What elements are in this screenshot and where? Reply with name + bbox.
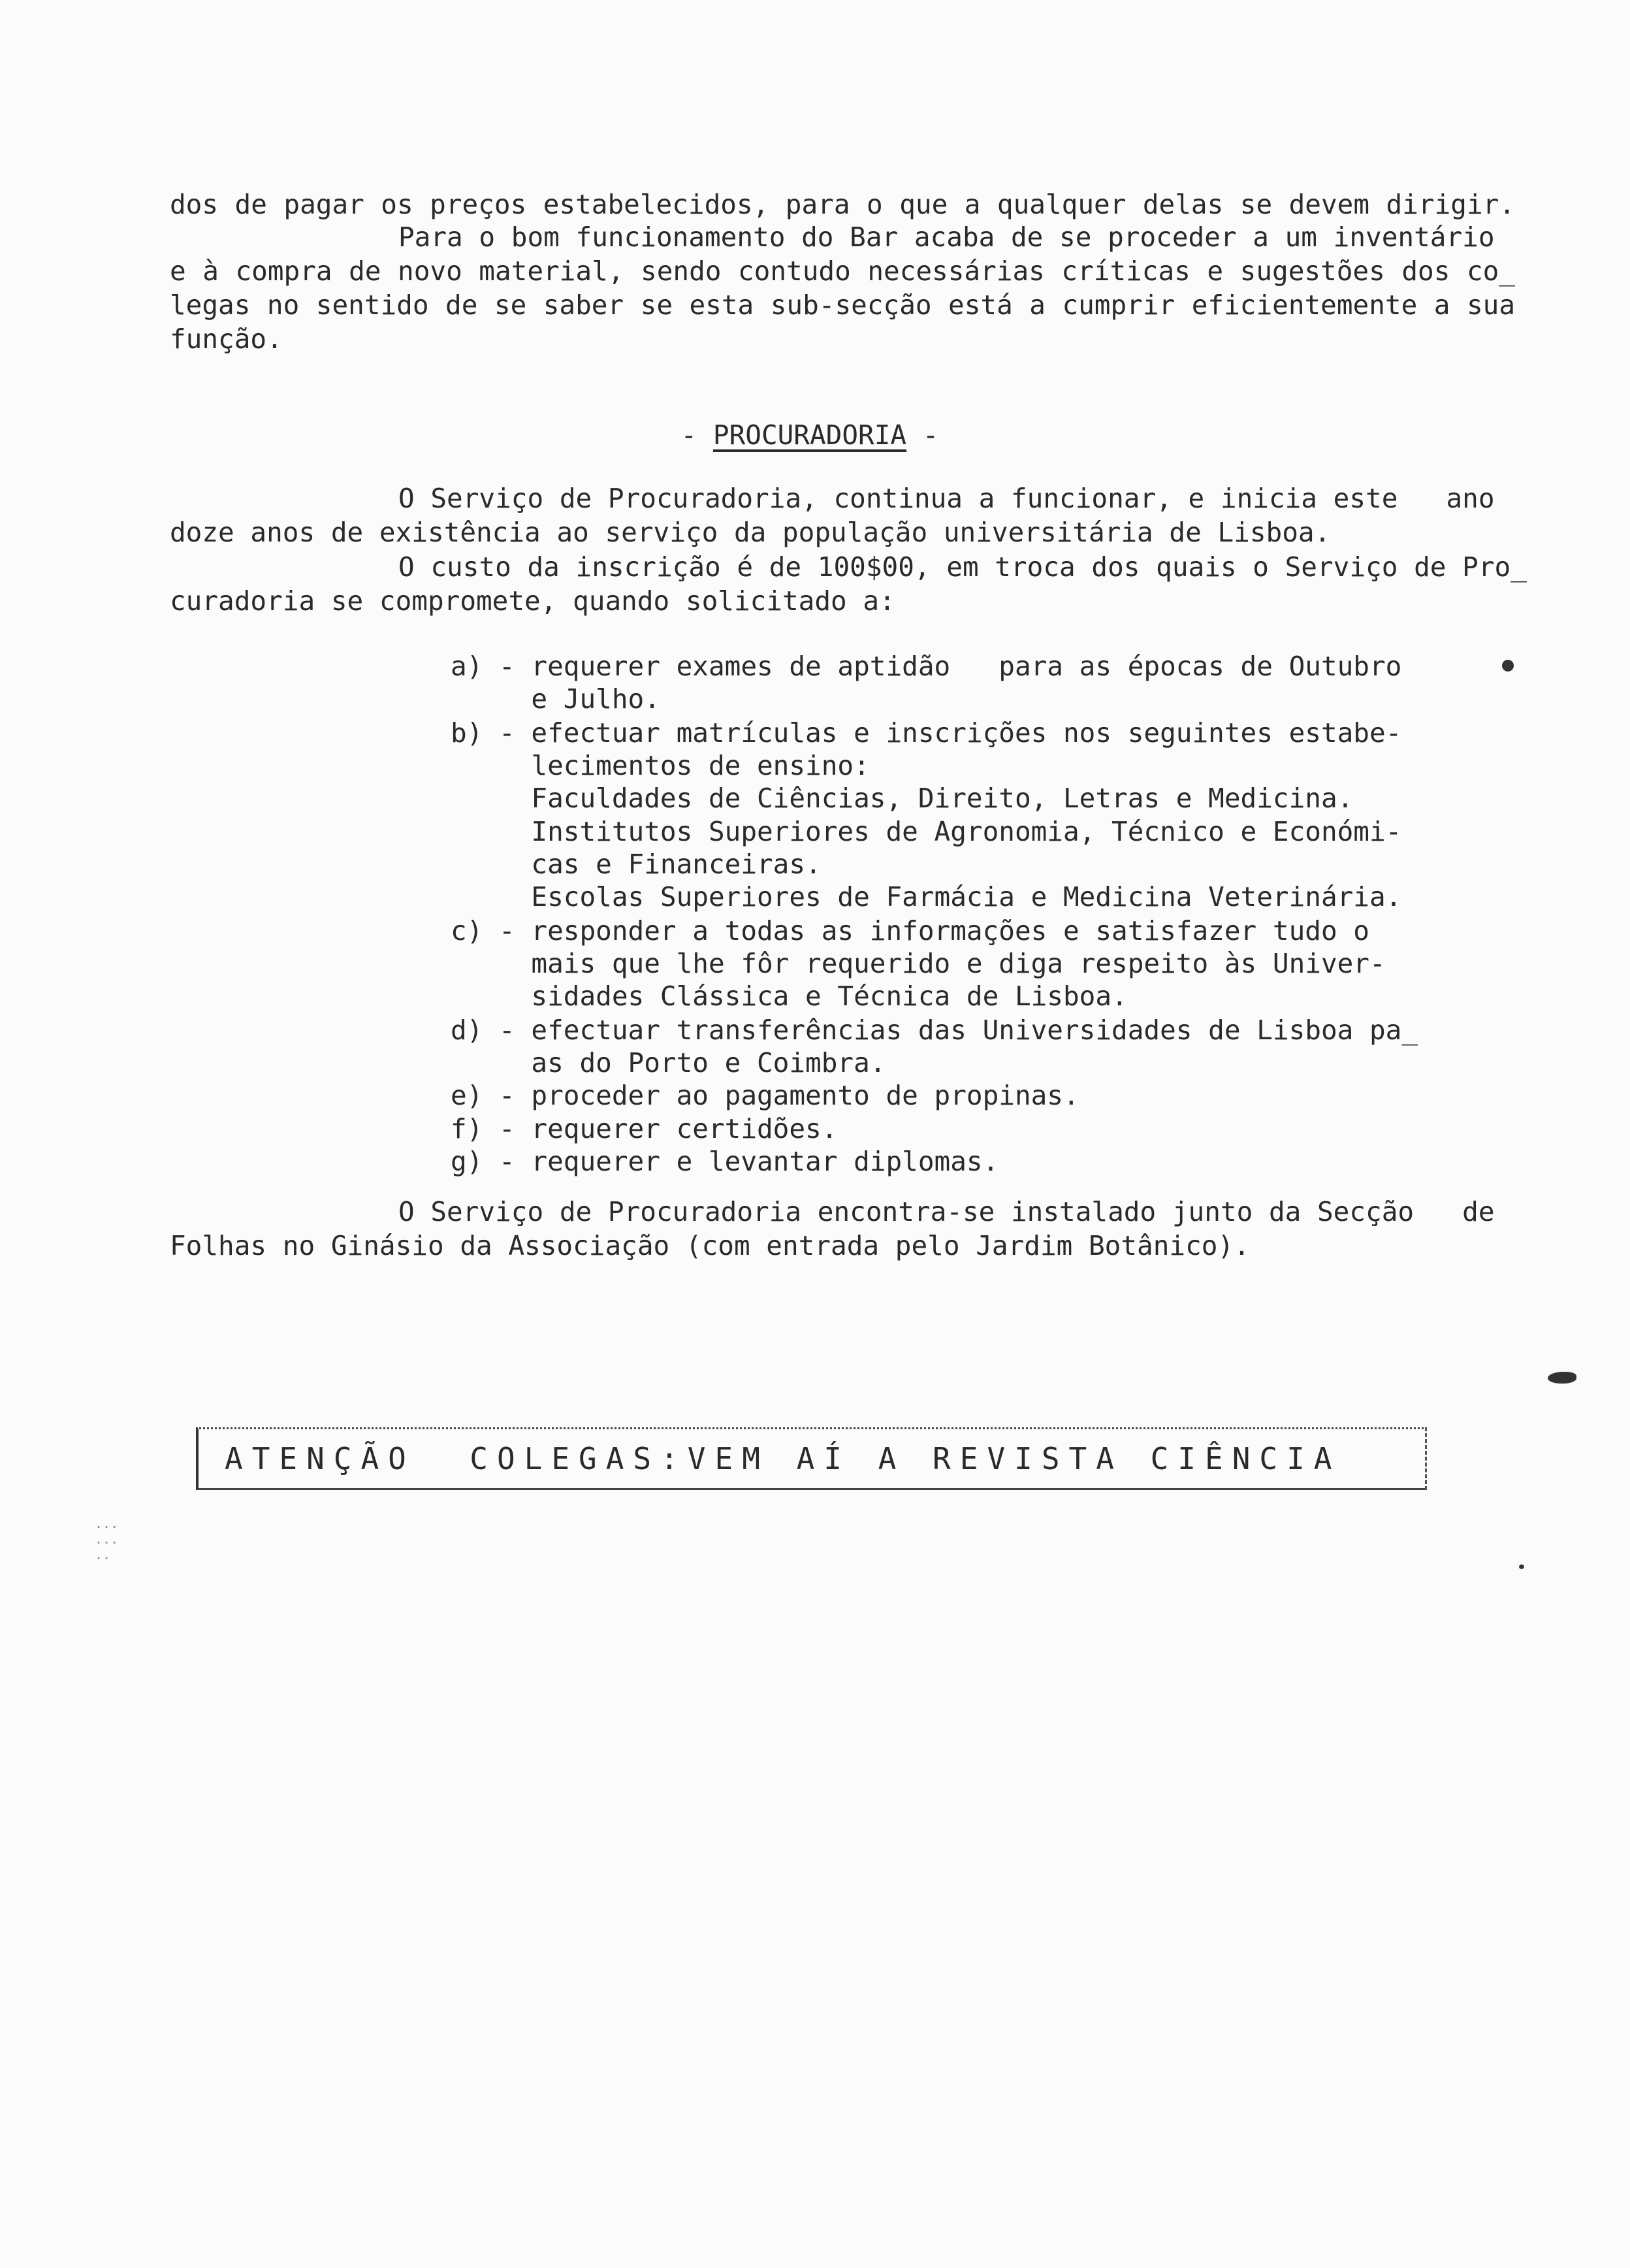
bar-line-4: legas no sentido de se saber se esta sub-secção está a cumprir eficientemente a sua	[170, 289, 1515, 321]
closing-line-2: Folhas no Ginásio da Associação (com entrada pelo Jardim Botânico).	[170, 1230, 1250, 1261]
intro-line-2: doze anos de existência ao serviço da população universitária de Lisboa.	[170, 517, 1331, 548]
list-line-d1: d) - efectuar transferências das Universidades de Lisboa pa_	[451, 1014, 1418, 1046]
ink-dot	[1502, 660, 1514, 672]
bar-line-5: função.	[170, 323, 283, 355]
ink-dot	[1519, 1564, 1524, 1569]
list-line-b5: cas e Financeiras.	[451, 849, 822, 880]
list-line-a1: a) - requerer exames de aptidão para as épocas de Outubro	[451, 651, 1402, 682]
ink-blot	[1548, 1372, 1576, 1384]
closing-line-1: O Serviço de Procuradoria encontra-se instalado junto da Secção de	[398, 1196, 1495, 1227]
bar-line-1: dos de pagar os preços estabelecidos, para o que a qualquer delas se devem dirigir.	[170, 189, 1515, 220]
list-line-b3: Faculdades de Ciências, Direito, Letras e Medicina.	[451, 783, 1354, 814]
list-line-e: e) - proceder ao pagamento de propinas.	[451, 1080, 1079, 1111]
bar-line-2: Para o bom funcionamento do Bar acaba de se proceder a um inventário	[398, 221, 1495, 253]
list-line-b6: Escolas Superiores de Farmácia e Medicina Veterinária.	[451, 881, 1402, 913]
announcement-text: ATENÇÃO COLEGAS:VEM AÍ A REVISTA CIÊNCIA	[225, 1441, 1341, 1476]
bar-line-3: e à compra de novo material, sendo contudo necessárias críticas e sugestões dos co_	[170, 255, 1515, 287]
list-line-d2: as do Porto e Coimbra.	[451, 1047, 886, 1078]
announcement-box	[196, 1427, 1427, 1490]
list-line-g: g) - requerer e levantar diplomas.	[451, 1146, 999, 1177]
list-line-a2: e Julho.	[451, 683, 660, 715]
list-line-b1: b) - efectuar matrículas e inscrições nos seguintes estabe-	[451, 717, 1402, 749]
intro-line-4: curadoria se compromete, quando solicitado a:	[170, 585, 895, 617]
list-line-c1: c) - responder a todas as informações e satisfazer tudo o	[451, 915, 1369, 947]
section-heading: - PROCURADORIA -	[680, 419, 939, 451]
list-line-f: f) - requerer certidões.	[451, 1113, 838, 1144]
intro-line-3: O custo da inscrição é de 100$00, em troca dos quais o Serviço de Pro_	[398, 551, 1527, 583]
intro-line-1: O Serviço de Procuradoria, continua a funcionar, e inicia este ano	[398, 483, 1495, 514]
list-line-b4: Institutos Superiores de Agronomia, Técnico e Económi-	[451, 816, 1402, 847]
list-line-c2: mais que lhe fôr requerido e diga respeito às Univer-	[451, 948, 1386, 979]
list-line-c3: sidades Clássica e Técnica de Lisboa.	[451, 980, 1128, 1012]
list-line-b2: lecimentos de ensino:	[451, 750, 870, 781]
margin-marks: ... ... ..	[95, 1515, 119, 1563]
heading-underlined-word: PROCURADORIA	[712, 419, 907, 451]
